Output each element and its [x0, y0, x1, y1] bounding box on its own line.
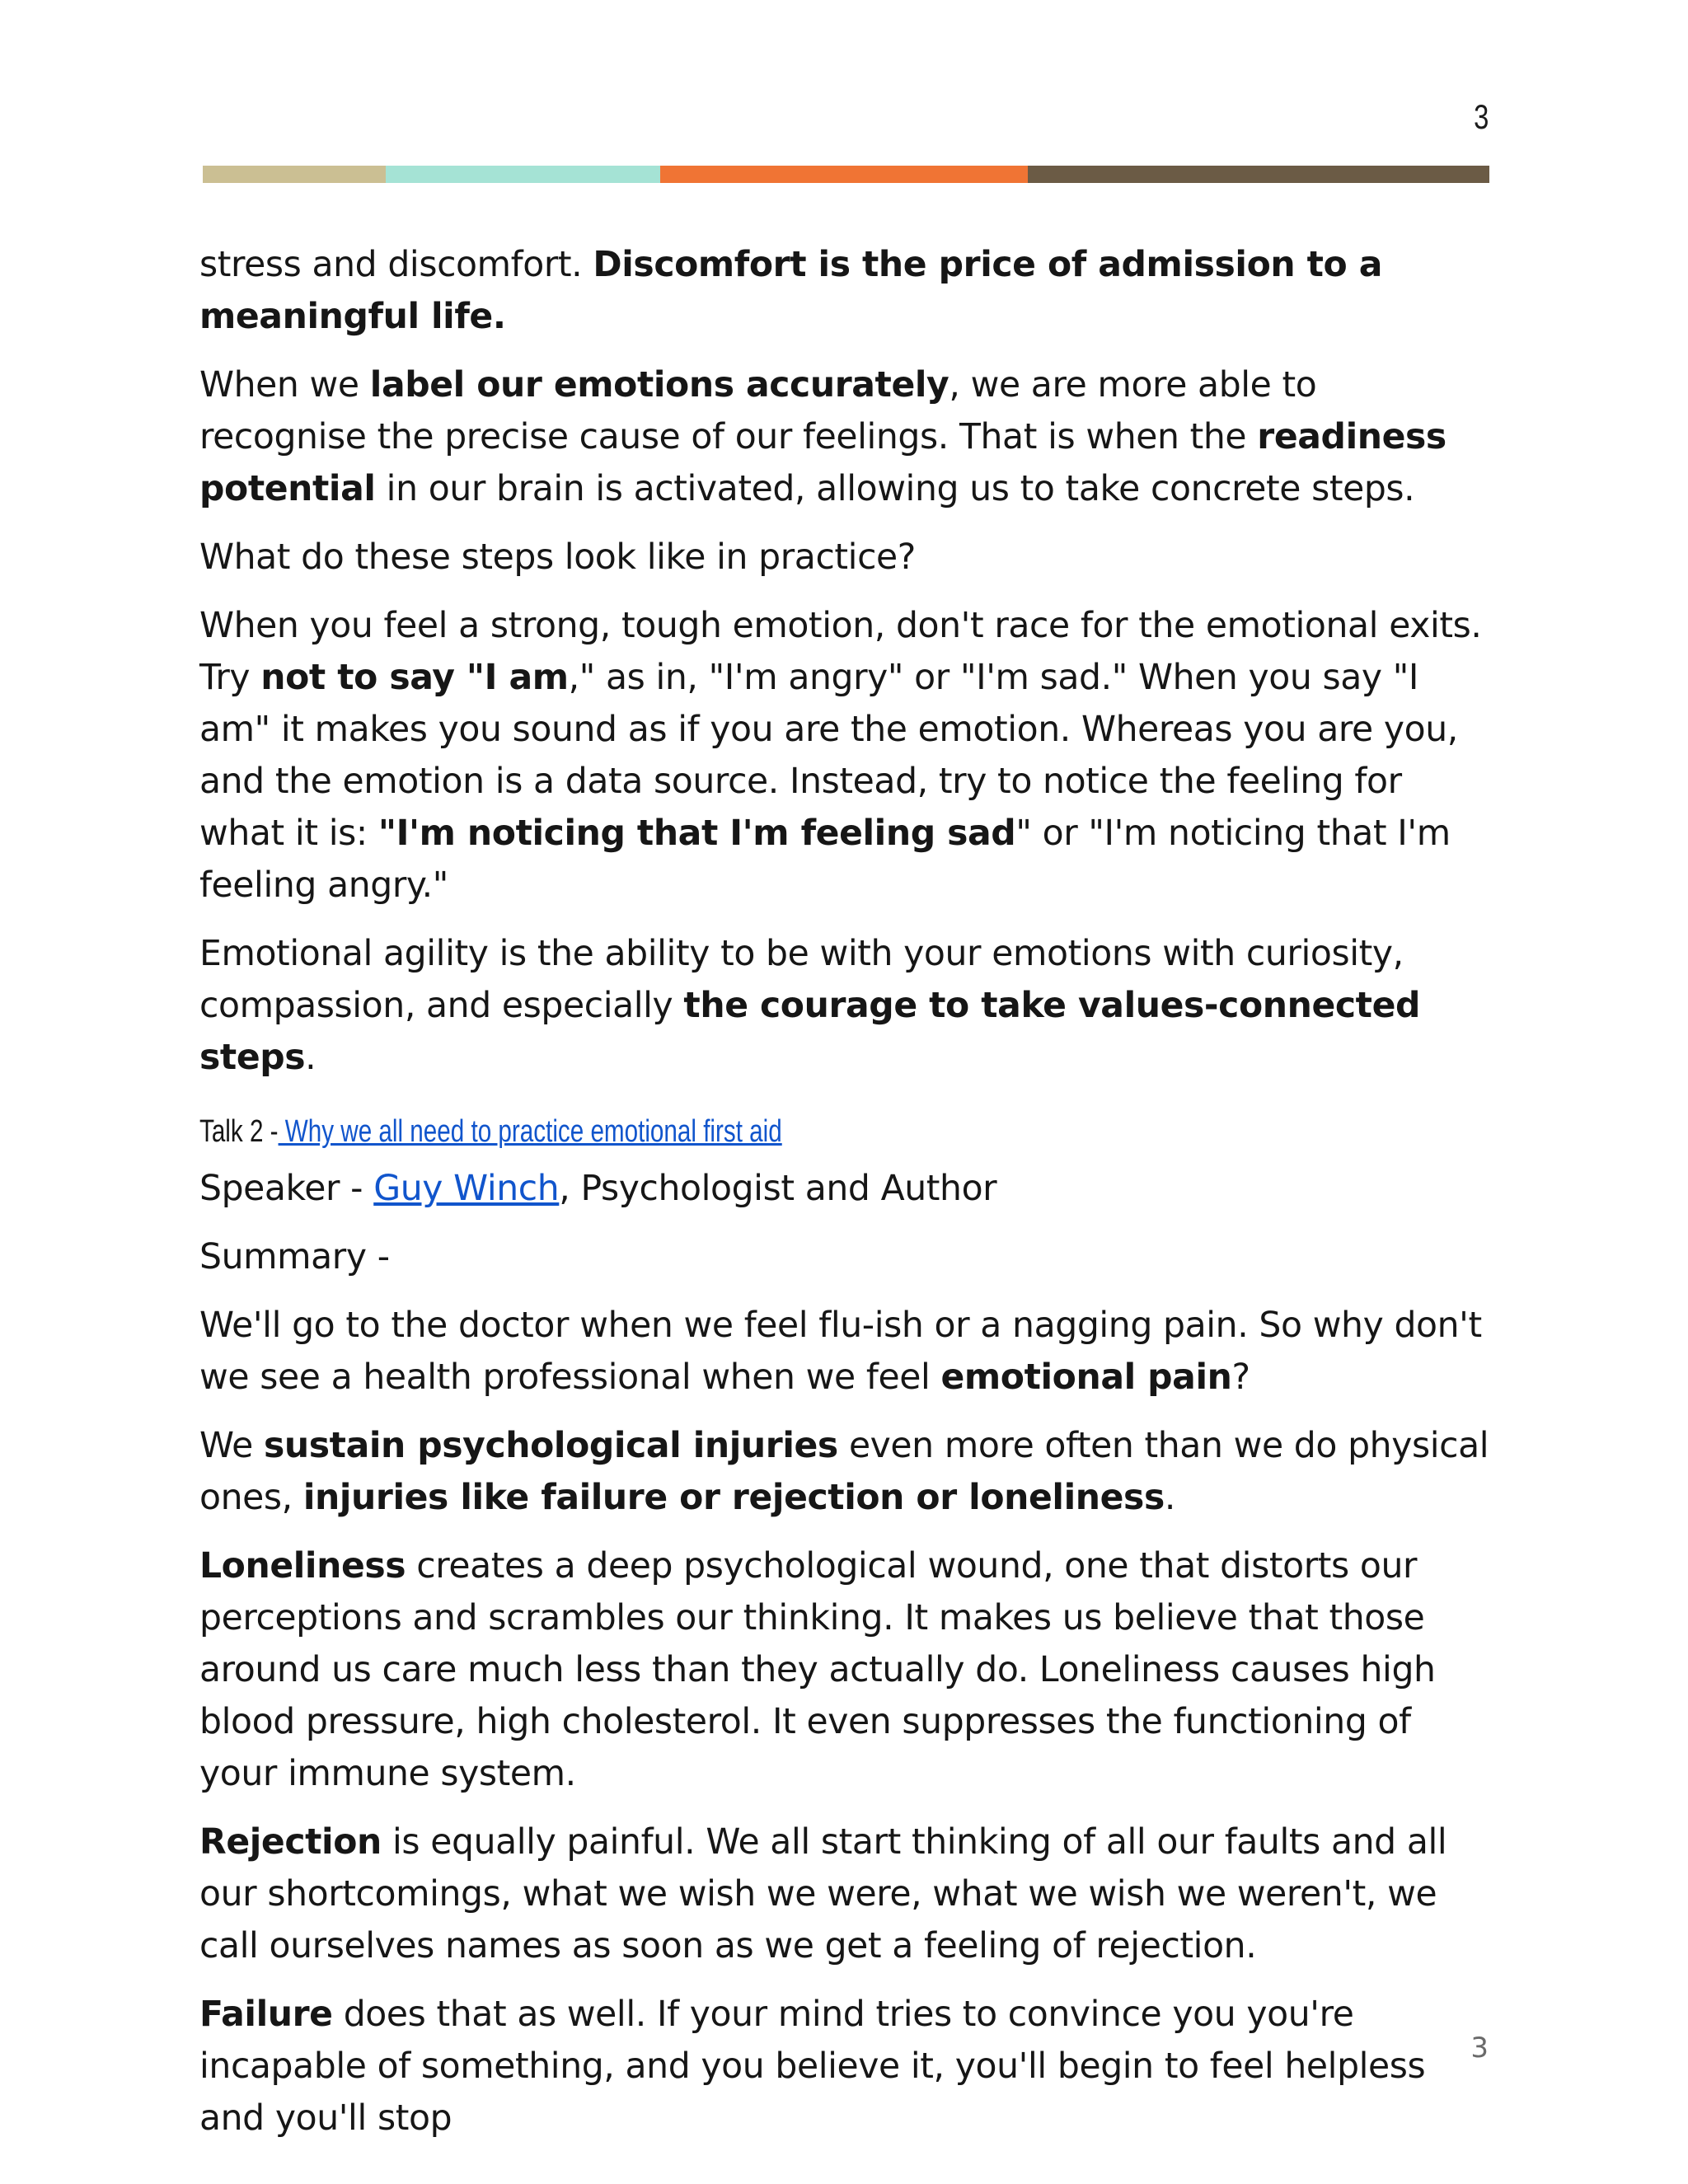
paragraph-rejection: Rejection is equally painful. We all start thinking of all our faults and all our shortcomings, what we wish we were, what we wish we weren't, we call ourselves names as soon as we get a feeling of rejection. — [199, 1822, 1447, 1966]
color-bar-segment-tan — [203, 166, 386, 183]
talk-2-link[interactable]: Why we all need to practice emotional first aid — [278, 1114, 782, 1149]
paragraph-emotional-agility: Emotional agility is the ability to be with your emotions with curiosity, compassion, and especially the courage to take values-connected steps. — [199, 934, 1421, 1078]
paragraph-label-emotions: When we label our emotions accurately, we are more able to recognise the precise cause of our feelings. That is when the readiness potential in our brain is activated, allowing us to take concrete steps. — [199, 365, 1447, 509]
color-bar-segment-aqua — [386, 166, 660, 183]
paragraph-discomfort: stress and discomfort. Discomfort is the price of admission to a meaningful life. — [199, 245, 1383, 337]
paragraph-emotional-pain: We'll go to the doctor when we feel flu-ish or a nagging pain. So why don't we see a health professional when we feel emotional pain? — [199, 1305, 1482, 1398]
speaker-link[interactable]: Guy Winch — [373, 1169, 560, 1209]
speaker-line: Speaker - Guy Winch, Psychologist and Author — [199, 1169, 997, 1209]
page-number-top: 3 — [1473, 97, 1489, 136]
paragraph-steps-question: What do these steps look like in practice? — [199, 537, 916, 578]
color-bar-segment-brown — [1028, 166, 1489, 183]
summary-label: Summary - — [199, 1237, 390, 1277]
paragraph-failure: Failure does that as well. If your mind tries to convince you you're incapable of something, and you believe it, you'll begin to feel helpless and you'll stop — [199, 1994, 1426, 2139]
document-body — [199, 239, 1493, 2161]
page-number-bottom: 3 — [1470, 2032, 1489, 2064]
decorative-color-bar — [203, 166, 1489, 183]
color-bar-segment-orange — [660, 166, 1028, 183]
talk-2-heading: Talk 2 - Why we all need to practice emotional first aid — [199, 1114, 782, 1149]
paragraph-loneliness: Loneliness creates a deep psychological wound, one that distorts our perceptions and scrambles our thinking. It makes us believe that those around us care much less than they actually do. Loneliness causes high blood pressure, high cholesterol. It even suppresses the functioning of your immune system. — [199, 1546, 1436, 1794]
paragraph-i-am: When you feel a strong, tough emotion, don't race for the emotional exits. Try not to say "I am," as in, "I'm angry" or "I'm sad." When you say "I am" it makes you sound as if you are the emotion. Whereas you are you, and the emotion is a data source. Instead, try to notice the feeling for what it is: "I'm noticing that I'm feeling sad" or "I'm noticing that I'm feeling angry." — [199, 606, 1482, 906]
paragraph-psychological-injuries: We sustain psychological injuries even more often than we do physical ones, injuries like failure or rejection or loneliness. — [199, 1426, 1489, 1518]
